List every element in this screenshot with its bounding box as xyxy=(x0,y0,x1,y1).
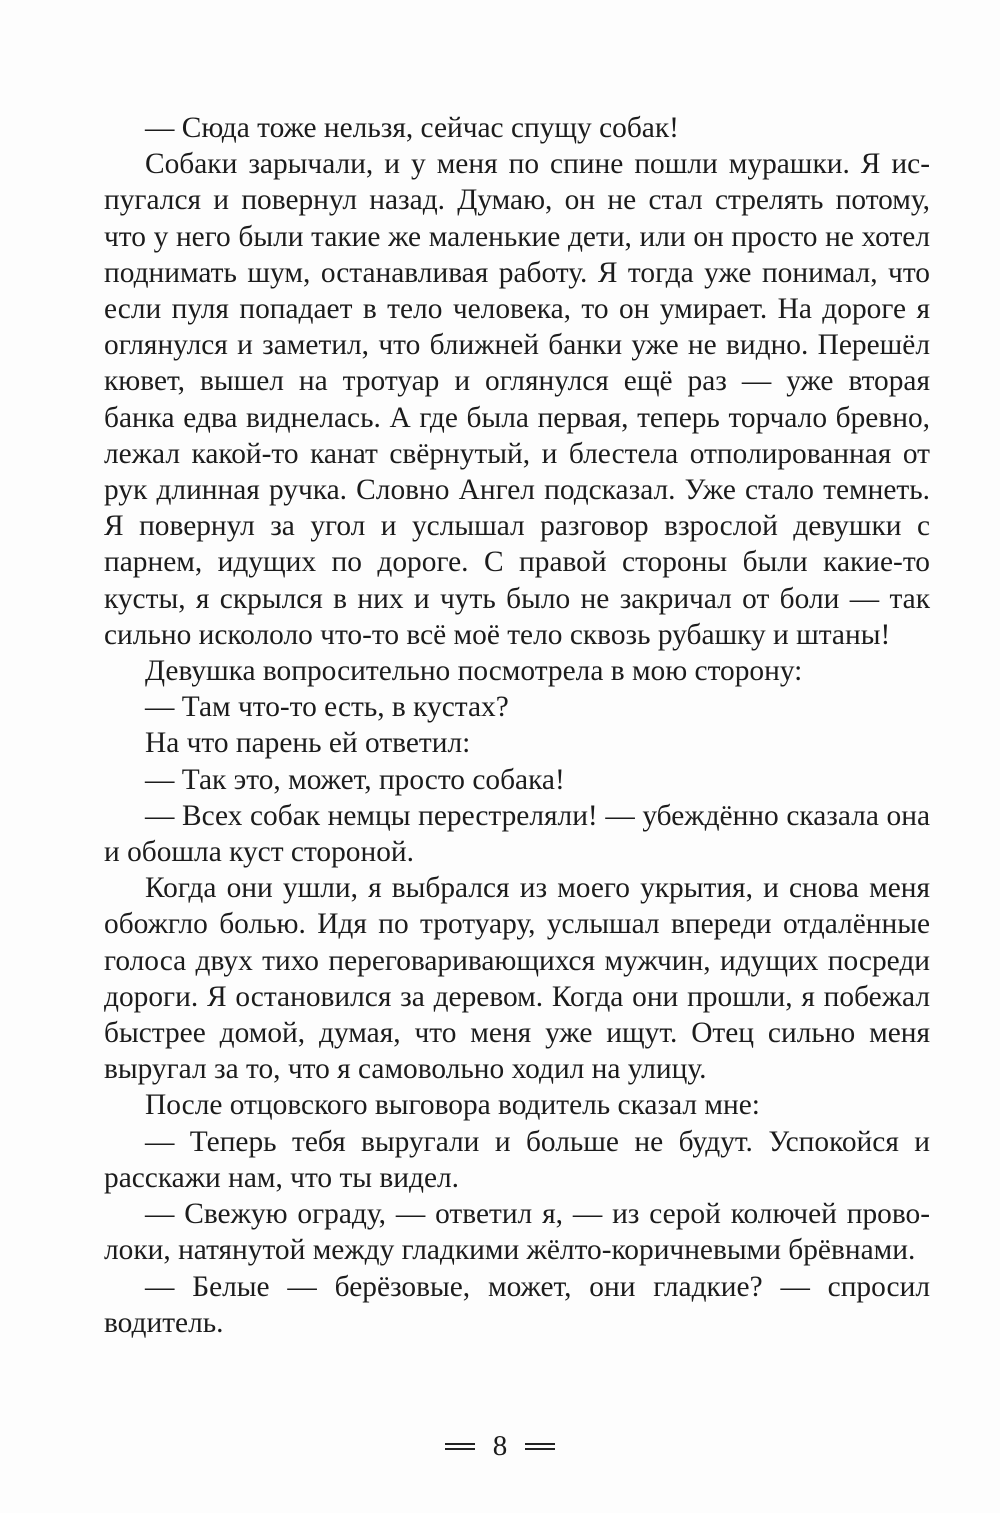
paragraph: Когда они ушли, я выбрался из моего укрытия, и снова меня обожгло болью. Идя по тротуару, услышал впереди отдалённые голоса двух тихо переговаривающихся мужчин, идущих посреди дороги. Я остановился за деревом. Когда они прошли, я побежал быстрее домой, думая, что меня уже ищут. Отец сильно меня выругал за то, что я самовольно ходил на улицу. xyxy=(104,872,930,1086)
left-double-rule xyxy=(445,1442,475,1451)
paragraph: — Свежую ограду, — ответил я, — из серой колючей проволоки, натянутой между гладкими жёлто-коричневыми брёвнами. xyxy=(104,1198,930,1267)
paragraph: Девушка вопросительно посмотрела в мою сторону: xyxy=(145,655,803,688)
page-footer xyxy=(0,1426,1000,1466)
paragraph: На что парень ей ответил: xyxy=(145,727,471,760)
paragraph: — Всех собак немцы перестреляли! — убеждённо сказала она и обошла куст стороной. xyxy=(104,799,930,869)
paragraph: — Так это, может, просто собака! xyxy=(145,763,565,796)
right-double-rule xyxy=(525,1442,555,1451)
paragraph: Собаки зарычали, и у меня по спине пошли мурашки. Я испугался и повернул назад. Думаю, он не стал стрелять потому, что у него были такие же маленькие дети, или он просто не хотел поднимать шум, останавливая работу. Я тогда уже понимал, что если пуля попадает в тело человека, то он умирает. На дороге я оглянулся и заметил, что ближней банки уже не видно. Перешёл кювет, вышел на тротуар и оглянулся ещё раз — уже вторая банка едва виднелась. А где была первая, теперь торчало бревно, лежал какой-то канат свёрнутый, и блестела отполированная от рук длинная ручка. Словно Ангел подсказал. Уже стало темнеть. Я повернул за угол и услышал разговор взрослой девушки с парнем, идущих по дороге. С правой стороны были какие-то кусты, я скрылся в них и чуть было не закричал от боли — так сильно искололо что-то всё моё тело сквозь рубашку и штаны! xyxy=(104,148,930,651)
page-number: 8 xyxy=(492,1429,508,1462)
body-text xyxy=(104,110,930,1341)
paragraph: — Теперь тебя выругали и больше не будут. Успокойся и расскажи нам, что ты видел. xyxy=(104,1125,930,1194)
paragraph: — Белые — берёзовые, может, они гладкие? — спросил водитель. xyxy=(104,1270,930,1339)
paragraph: — Там что-то есть, в кустах? xyxy=(145,691,509,724)
paragraph: После отцовского выговора водитель сказал мне: xyxy=(145,1089,760,1122)
paragraph: — Сюда тоже нельзя, сейчас спущу собак! xyxy=(145,112,679,144)
